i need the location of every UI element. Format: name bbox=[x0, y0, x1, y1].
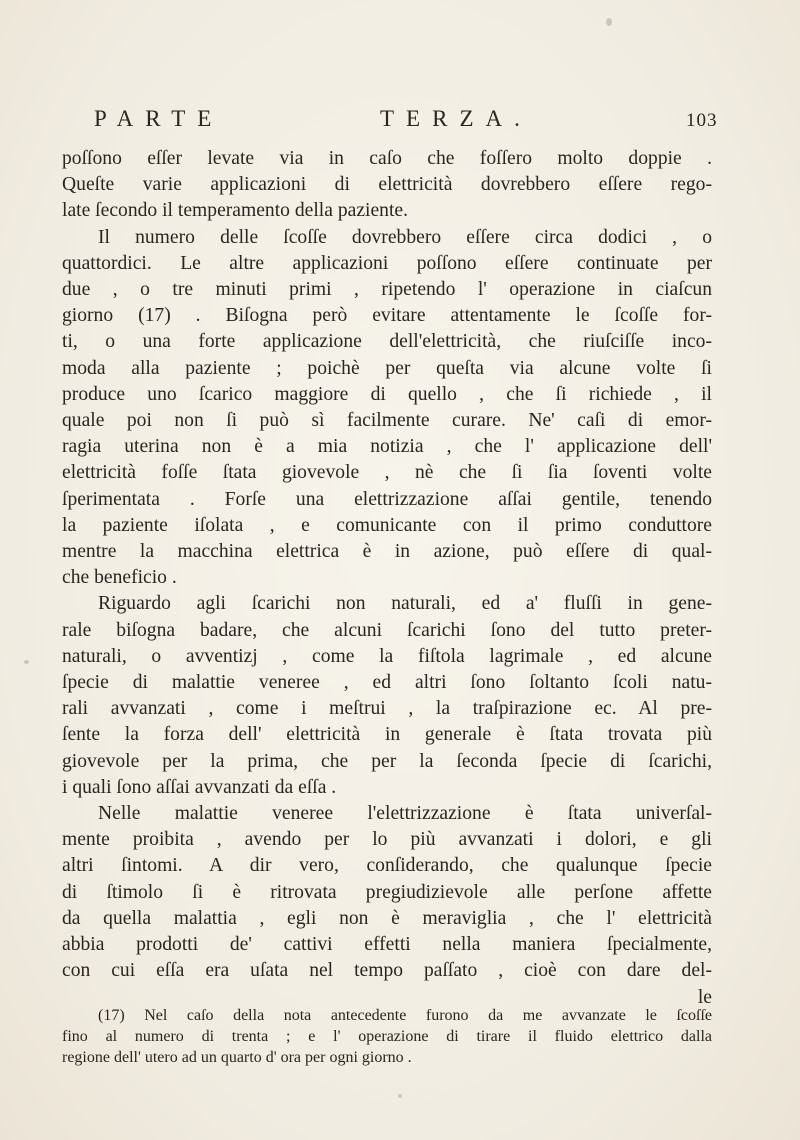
text-line: quale poi non ſi può sì facilmente curare. Ne' caſi di emor- bbox=[62, 410, 712, 432]
text-line: Riguardo agli ſcarichi non naturali, ed a' fluſſi in gene- bbox=[98, 593, 712, 615]
text-line: Nelle malattie veneree l'elettrizzazione è ſtata univerſal- bbox=[98, 803, 712, 825]
text-line: le bbox=[697, 986, 712, 1008]
text-line: i quali ſono aſſai avvanzati da eſſa . bbox=[62, 776, 337, 798]
text-line: giovevole per la prima, che per la ſeconda ſpecie di ſcarichi, bbox=[62, 750, 712, 772]
paragraph bbox=[62, 225, 712, 592]
text-line: ragia uterina non è a mia notizia , che l' applicazione dell' bbox=[62, 436, 712, 458]
text-line: ti, o una forte applicazione dell'elettricità, che riuſciſſe inco- bbox=[62, 331, 712, 353]
text-line: giorno (17) . Biſogna però evitare attentamente le ſcoſſe for- bbox=[62, 305, 712, 327]
text-line: poſſono eſſer levate via in caſo che foſſero molto doppie . bbox=[62, 148, 712, 169]
text-line: produce uno ſcarico maggiore di quello , che ſi richiede , il bbox=[62, 383, 712, 405]
text-line: Queſte varie applicazioni di elettricità dovrebbero eſſere rego- bbox=[62, 174, 712, 196]
text-line: rale biſogna badare, che alcuni ſcarichi ſono del tutto preter- bbox=[62, 619, 712, 641]
running-title-left: PARTE bbox=[94, 106, 224, 131]
text-line: che beneficio . bbox=[62, 567, 177, 589]
text-line: quattordici. Le altre applicazioni poſſono eſſere continuate per bbox=[62, 252, 712, 274]
text-line: mente proibita , avendo per lo più avvanzati i dolori, e gli bbox=[62, 829, 712, 851]
text-line: rali avvanzati , come i meſtrui , la traſpirazione ec. Al pre- bbox=[62, 698, 712, 720]
text-line: naturali, o avventizj , come la fiſtola lagrimale , ed alcune bbox=[62, 645, 712, 667]
text-line: ſente la forza dell' elettricità in generale è ſtata trovata più bbox=[62, 724, 712, 746]
paper-speck bbox=[398, 1094, 402, 1098]
text-line: da quella malattia , egli non è meraviglia , che l' elettricità bbox=[62, 907, 712, 929]
text-line: moda alla paziente ; poichè per queſta via alcune volte ſi bbox=[62, 357, 712, 379]
paper-speck bbox=[606, 18, 612, 26]
paragraph bbox=[62, 801, 712, 1011]
text-line: altri ſintomi. A dir vero, conſiderando, che qualunque ſpecie bbox=[62, 855, 712, 877]
page-number: 103 bbox=[686, 110, 718, 131]
text-line: due , o tre minuti primi , ripetendo l' operazione in ciaſcun bbox=[62, 279, 712, 301]
text-line: abbia prodotti de' cattivi effetti nella maniera ſpecialmente, bbox=[62, 934, 712, 956]
paragraph bbox=[62, 146, 712, 225]
running-title-right: TERZA. bbox=[380, 106, 532, 131]
footnote-line: fino al numero di trenta ; e l' operazione di tirare il fluido elettrico dalla bbox=[62, 1028, 712, 1045]
paragraph bbox=[62, 591, 712, 801]
text-line: mentre la macchina elettrica è in azione, può eſſere di qual- bbox=[62, 541, 712, 563]
body-text bbox=[62, 146, 712, 1011]
text-line: con cui eſſa era uſata nel tempo paſſato , cioè con dare del- bbox=[62, 960, 712, 982]
paper-speck bbox=[24, 660, 29, 664]
text-line: late ſecondo il temperamento della paziente. bbox=[62, 200, 408, 222]
text-line: Il numero delle ſcoſſe dovrebbero eſſere circa dodici , o bbox=[98, 226, 712, 248]
footnote-line: regione dell' utero ad un quarto d' ora per ogni giorno . bbox=[62, 1049, 412, 1066]
text-line: la paziente iſolata , e comunicante con il primo conduttore bbox=[62, 514, 712, 536]
text-line: ſpecie di malattie veneree , ed altri ſono ſoltanto ſcoli natu- bbox=[62, 672, 712, 694]
text-line: elettricità foſſe ſtata giovevole , nè che ſi ſia ſoventi volte bbox=[62, 462, 712, 484]
footnote-line: (17) Nel caſo della nota antecedente furono da me avvanzate le ſcoſſe bbox=[98, 1007, 712, 1024]
text-line: di ſtimolo ſi è ritrovata pregiudizievole alle perſone affette bbox=[62, 881, 712, 903]
text-line: ſperimentata . Forſe una elettrizzazione aſſai gentile, tenendo bbox=[62, 488, 712, 510]
footnote bbox=[62, 1005, 712, 1068]
